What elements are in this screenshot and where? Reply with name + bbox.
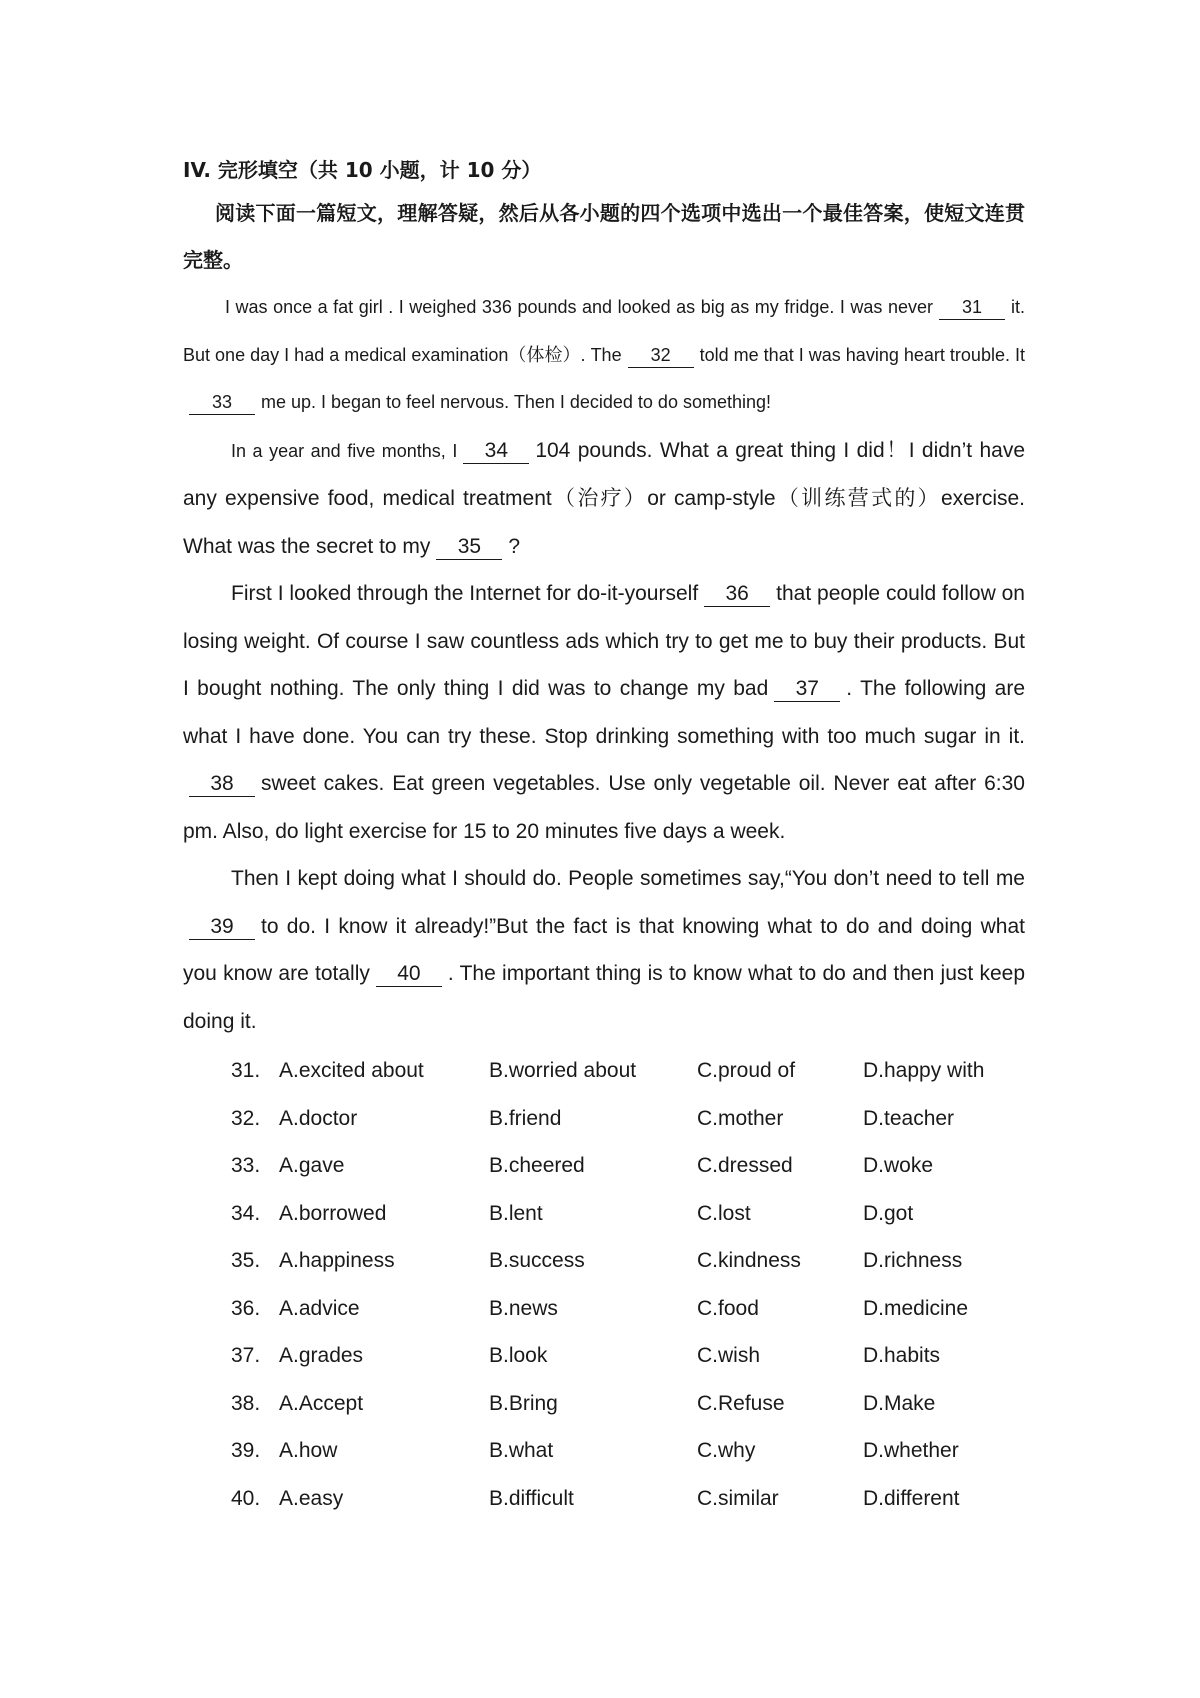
option-a: A.happiness xyxy=(279,1249,395,1272)
option-b: B.news xyxy=(489,1296,558,1320)
passage-text: that people could follow on losing weight. Of course I saw countless ads which try to get me to buy their products. But I bought nothing. The only thing I did was to change my bad xyxy=(183,582,1025,700)
option-c: C.lost xyxy=(697,1201,751,1225)
passage-text: 104 pounds. What a great thing I did！I didn’t have any expensive food, medical treatment（治疗）or camp-style（训练营式的）exercise. What was the secret to my xyxy=(183,438,1025,558)
option-c: C.proud of xyxy=(697,1059,796,1082)
option-b: B.difficult xyxy=(489,1486,574,1510)
blank-34: 34 xyxy=(463,439,529,464)
option-d: D.habits xyxy=(863,1344,941,1367)
option-c: C.mother xyxy=(697,1106,784,1130)
question-number: 37. xyxy=(231,1344,261,1367)
option-d: D.Make xyxy=(863,1391,936,1415)
option-c: C.kindness xyxy=(697,1249,801,1272)
question-row xyxy=(183,1047,1025,1095)
blank-38: 38 xyxy=(189,772,255,797)
option-a: A.easy xyxy=(279,1486,344,1510)
blank-33: 33 xyxy=(189,390,255,415)
passage-text: Then I kept doing what I should do. People sometimes say,“You don’t need to tell me xyxy=(231,867,1025,890)
question-number: 34. xyxy=(231,1201,261,1225)
question-row xyxy=(183,1332,1025,1380)
passage-text: ? xyxy=(508,534,521,558)
question-number: 36. xyxy=(231,1296,261,1320)
question-row xyxy=(183,1285,1025,1333)
passage-text: it. But one day I had a medical examination（体检）. The xyxy=(183,297,1025,365)
option-b: B.lent xyxy=(489,1201,543,1225)
question-row xyxy=(183,1237,1025,1285)
passage-text: me up. I began to feel nervous. Then I decided to do something! xyxy=(261,392,772,412)
passage-paragraph-1 xyxy=(183,284,1025,427)
question-number: 32. xyxy=(231,1106,261,1130)
option-c: C.Refuse xyxy=(697,1391,785,1415)
question-row xyxy=(183,1475,1025,1523)
blank-37: 37 xyxy=(774,677,840,702)
option-a: A.grades xyxy=(279,1344,364,1367)
question-number: 33. xyxy=(231,1154,261,1177)
section-instruction: 阅读下面一篇短文，理解答疑，然后从各小题的四个选项中选出一个最佳答案，使短文连贯完整。 xyxy=(183,201,1025,272)
blank-35: 35 xyxy=(436,535,502,560)
option-a: A.borrowed xyxy=(279,1201,387,1225)
option-d: D.medicine xyxy=(863,1296,969,1320)
passage-text: . The important thing is to know what to do and then just keep doing it. xyxy=(183,962,1025,1033)
option-a: A.excited about xyxy=(279,1059,424,1082)
question-number: 39. xyxy=(231,1439,261,1462)
question-row xyxy=(183,1380,1025,1428)
option-d: D.happy with xyxy=(863,1059,985,1082)
option-b: B.Bring xyxy=(489,1391,558,1415)
section-heading: IV. 完形填空（共 10 小题，计 10 分） xyxy=(183,158,542,182)
exam-section xyxy=(183,150,1025,1522)
option-d: D.different xyxy=(863,1486,960,1510)
option-c: C.similar xyxy=(697,1486,779,1510)
option-c: C.wish xyxy=(697,1344,761,1367)
option-b: B.what xyxy=(489,1439,554,1462)
option-a: A.doctor xyxy=(279,1106,358,1130)
option-a: A.gave xyxy=(279,1154,345,1177)
option-d: D.whether xyxy=(863,1439,959,1462)
passage-text: told me that I was having heart trouble. It xyxy=(699,344,1025,365)
option-d: D.got xyxy=(863,1201,914,1225)
option-c: C.food xyxy=(697,1296,759,1320)
passage-paragraph-2 xyxy=(183,427,1025,571)
option-a: A.Accept xyxy=(279,1391,364,1415)
passage-text: First I looked through the Internet for do-it-yourself xyxy=(231,582,699,605)
passage-text: In a year and five months, I xyxy=(231,440,458,461)
passage-text: . The following are what I have done. You can try these. Stop drinking something with too much sugar in it. xyxy=(183,677,1025,748)
blank-36: 36 xyxy=(704,582,770,607)
passage-text: I was once a fat girl . I weighed 336 pounds and looked as big as my fridge. I was never xyxy=(225,297,933,317)
answer-options xyxy=(183,1047,1025,1522)
passage-paragraph-3 xyxy=(183,570,1025,855)
blank-31: 31 xyxy=(939,295,1005,320)
option-d: D.teacher xyxy=(863,1106,955,1130)
question-row xyxy=(183,1190,1025,1238)
question-row xyxy=(183,1427,1025,1475)
option-b: B.look xyxy=(489,1344,548,1367)
passage-text: sweet cakes. Eat green vegetables. Use only vegetable oil. Never eat after 6:30 pm. Also, do light exercise for 15 to 20 minutes five days a week. xyxy=(183,772,1025,843)
option-b: B.friend xyxy=(489,1106,562,1130)
blank-40: 40 xyxy=(376,962,442,987)
option-d: D.richness xyxy=(863,1249,963,1272)
option-d: D.woke xyxy=(863,1154,934,1177)
question-number: 35. xyxy=(231,1249,261,1272)
option-a: A.advice xyxy=(279,1296,360,1320)
question-number: 31. xyxy=(231,1059,261,1082)
option-b: B.worried about xyxy=(489,1059,637,1082)
option-a: A.how xyxy=(279,1439,338,1462)
passage-text: to do. I know it already!”But the fact is that knowing what to do and doing what you know are totally xyxy=(183,914,1025,985)
blank-32: 32 xyxy=(628,343,694,368)
question-row xyxy=(183,1095,1025,1143)
blank-39: 39 xyxy=(189,915,255,940)
passage-paragraph-4 xyxy=(183,855,1025,1045)
option-c: C.why xyxy=(697,1439,756,1462)
question-number: 38. xyxy=(231,1391,261,1415)
question-row xyxy=(183,1142,1025,1190)
option-c: C.dressed xyxy=(697,1154,793,1177)
option-b: B.success xyxy=(489,1249,585,1272)
question-number: 40. xyxy=(231,1486,261,1510)
option-b: B.cheered xyxy=(489,1154,585,1177)
